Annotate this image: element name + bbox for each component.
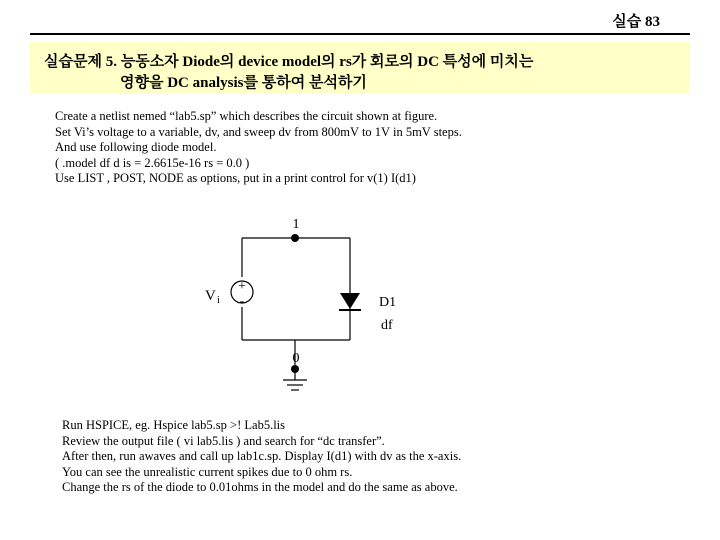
intro-line: Create a netlist nemed “lab5.sp” which describes the circuit shown at figure. <box>55 109 438 123</box>
source-plus-sign: + <box>238 279 246 294</box>
source-subscript-label: i <box>217 295 220 306</box>
intro-line: Use LIST , POST, NODE as options, put in a print control for v(1) I(d1) <box>55 171 416 185</box>
step-line: After then, run awaves and call up lab1c.sp. Display I(d1) with dv as the x-axis. <box>62 449 462 463</box>
node-0-label: 0 <box>292 351 300 366</box>
source-name-label: V <box>205 288 216 304</box>
step-line: Run HSPICE, eg. Hspice lab5.sp >! Lab5.lis <box>62 418 286 432</box>
diode-name-label: D1 <box>379 295 397 310</box>
intro-line: Set Vi’s voltage to a variable, dv, and sweep dv from 800mV to 1V in 5mV steps. <box>55 124 462 139</box>
procedure-steps <box>62 418 461 496</box>
page-header-label: 실습 83 <box>612 14 660 30</box>
source-minus-sign: - <box>239 294 245 309</box>
title-line-2: 영향을 DC analysis를 통하여 분석하기 <box>120 75 367 91</box>
intro-line: And use following diode model. <box>55 140 217 154</box>
step-line: Change the rs of the diode to 0.01ohms in the model and do the same as above. <box>62 480 458 494</box>
node-1-label: 1 <box>292 217 300 232</box>
node-1-junction <box>291 234 299 242</box>
step-line: You can see the unrealistic current spikes due to 0 ohm rs. <box>62 464 353 479</box>
step-line: Review the output file ( vi lab5.lis ) and search for “dc transfer”. <box>62 433 385 448</box>
node-0-junction <box>291 365 299 373</box>
title-line-1: 실습문제 5. 능동소자 Diode의 device model의 rs가 회로의 DC 특성에 미치는 <box>44 54 534 70</box>
diode-symbol <box>340 293 360 309</box>
intro-line: ( .model df d is = 2.6615e-16 rs = 0.0 ) <box>55 155 250 170</box>
diode-model-label: df <box>381 318 393 333</box>
